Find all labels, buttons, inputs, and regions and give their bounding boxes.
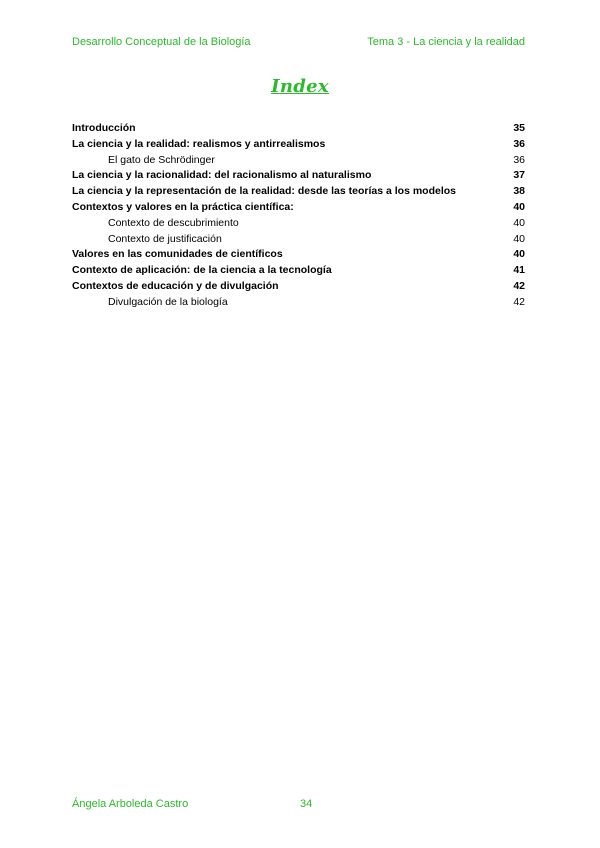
toc-entry-title: La ciencia y la racionalidad: del racionalismo al naturalismo [72, 169, 372, 182]
toc-entry-page: 41 [513, 264, 525, 277]
toc-entry[interactable] [72, 153, 525, 169]
footer-page-number: 34 [300, 798, 313, 810]
toc-entry-title: El gato de Schrödinger [108, 153, 215, 166]
toc-entry[interactable] [72, 200, 525, 216]
toc-entry-title: Valores en las comunidades de científicos [72, 248, 283, 261]
footer-author: Ángela Arboleda Castro [72, 798, 189, 810]
table-of-contents [72, 121, 525, 311]
toc-entry-page: 36 [513, 153, 525, 166]
toc-entry[interactable] [72, 247, 525, 263]
toc-entry-title: Contexto de descubrimiento [108, 216, 239, 229]
toc-entry[interactable] [72, 216, 525, 232]
toc-entry-title: Contexto de justificación [108, 232, 222, 245]
toc-entry-title: Contextos y valores en la práctica científica: [72, 200, 294, 213]
header-topic-title: Tema 3 - La ciencia y la realidad [367, 36, 525, 48]
toc-entry[interactable] [72, 279, 525, 295]
toc-entry-title: Contexto de aplicación: de la ciencia a la tecnología [72, 264, 332, 277]
page-header [72, 36, 525, 52]
toc-entry-page: 38 [513, 185, 525, 198]
toc-entry-page: 42 [513, 279, 525, 292]
toc-entry-title: Divulgación de la biología [108, 295, 228, 308]
toc-entry[interactable] [72, 121, 525, 137]
toc-entry[interactable] [72, 232, 525, 248]
toc-entry-title: La ciencia y la representación de la realidad: desde las teorías a los modelos [72, 185, 456, 198]
toc-entry-title: Contextos de educación y de divulgación [72, 279, 279, 292]
toc-entry-page: 40 [513, 200, 525, 213]
toc-entry[interactable] [72, 263, 525, 279]
toc-entry-page: 36 [513, 137, 525, 150]
toc-entry-page: 40 [513, 232, 525, 245]
toc-entry-page: 40 [513, 216, 525, 229]
toc-entry[interactable] [72, 137, 525, 153]
toc-entry[interactable] [72, 168, 525, 184]
toc-entry-page: 42 [513, 295, 525, 308]
toc-entry-page: 35 [513, 122, 525, 134]
toc-entry-title: Introducción [72, 122, 136, 134]
toc-entry[interactable] [72, 184, 525, 200]
index-title: Index [271, 76, 329, 97]
toc-entry-page: 40 [513, 248, 525, 261]
toc-entry-title: La ciencia y la realidad: realismos y antirrealismos [72, 137, 326, 150]
toc-entry-page: 37 [513, 169, 525, 182]
toc-entry[interactable] [72, 295, 525, 311]
header-course-title: Desarrollo Conceptual de la Biología [72, 36, 251, 48]
page-footer [72, 798, 525, 814]
